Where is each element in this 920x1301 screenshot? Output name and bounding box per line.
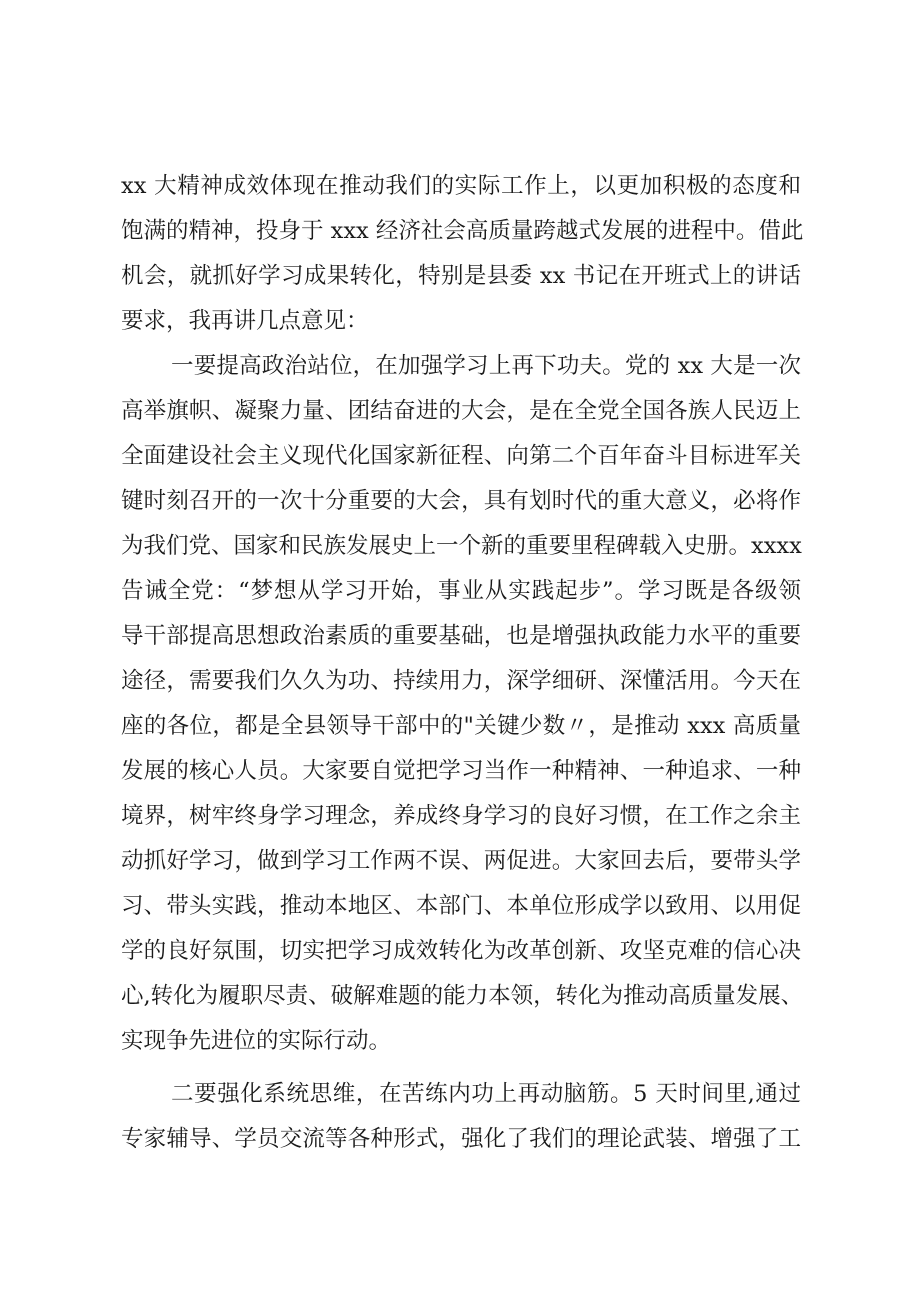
text-line: xx 大精神成效体现在推动我们的实际工作上，以更加积极的态度和	[121, 173, 801, 199]
paragraph-heading-line: 二要强化系统思维，在苦练内功上再动脑筋。5 天时间里,通过	[171, 1081, 801, 1107]
text-line: 习、带头实践，推动本地区、本部门、本单位形成学以致用、以用促	[121, 893, 801, 919]
text-line: 告诫全党：“梦想从学习开始，事业从实践起步”。学习既是各级领	[121, 578, 801, 604]
text-line: 学的良好氛围，切实把学习成效转化为改革创新、攻坚克难的信心决	[121, 938, 801, 964]
text-line: 动抓好学习，做到学习工作两不误、两促进。大家回去后，要带头学	[121, 848, 801, 874]
text-line: 饱满的精神，投身于 xxx 经济社会高质量跨越式发展的进程中。借此	[121, 218, 804, 244]
text-line: 境界，树牢终身学习理念，养成终身学习的良好习惯，在工作之余主	[121, 803, 801, 829]
text-line: 为我们党、国家和民族发展史上一个新的重要里程碑载入史册。xxxx	[121, 533, 802, 559]
text-line: 导干部提高思想政治素质的重要基础，也是增强执政能力水平的重要	[121, 623, 801, 649]
text-line: 键时刻召开的一次十分重要的大会，具有划时代的重大意义，必将作	[121, 488, 801, 514]
text-line: 途径，需要我们久久为功、持续用力，深学细研、深懂活用。今天在	[121, 668, 801, 694]
text-line: 全面建设社会主义现代化国家新征程、向第二个百年奋斗目标进军关	[121, 443, 801, 469]
text-line: 心,转化为履职尽责、破解难题的能力本领，转化为推动高质量发展、	[121, 983, 804, 1009]
text-line: 专家辅导、学员交流等各种形式，强化了我们的理论武装、增强了工	[121, 1126, 801, 1152]
text-line: 高举旗帜、凝聚力量、团结奋进的大会，是在全党全国各族人民迈上	[121, 398, 801, 424]
text-line: 要求，我再讲几点意见：	[121, 308, 369, 334]
text-line: 座的各位，都是全县领导干部中的"关键少数〃，是推动 xxx 高质量	[121, 713, 801, 739]
paragraph-heading-line: 一要提高政治站位，在加强学习上再下功夫。党的 xx 大是一次	[171, 353, 801, 379]
text-line: 发展的核心人员。大家要自觉把学习当作一种精神、一种追求、一种	[121, 758, 801, 784]
text-line: 机会，就抓好学习成果转化，特别是县委 xx 书记在开班式上的讲话	[121, 263, 801, 289]
text-line: 实现争先进位的实际行动。	[121, 1028, 392, 1054]
